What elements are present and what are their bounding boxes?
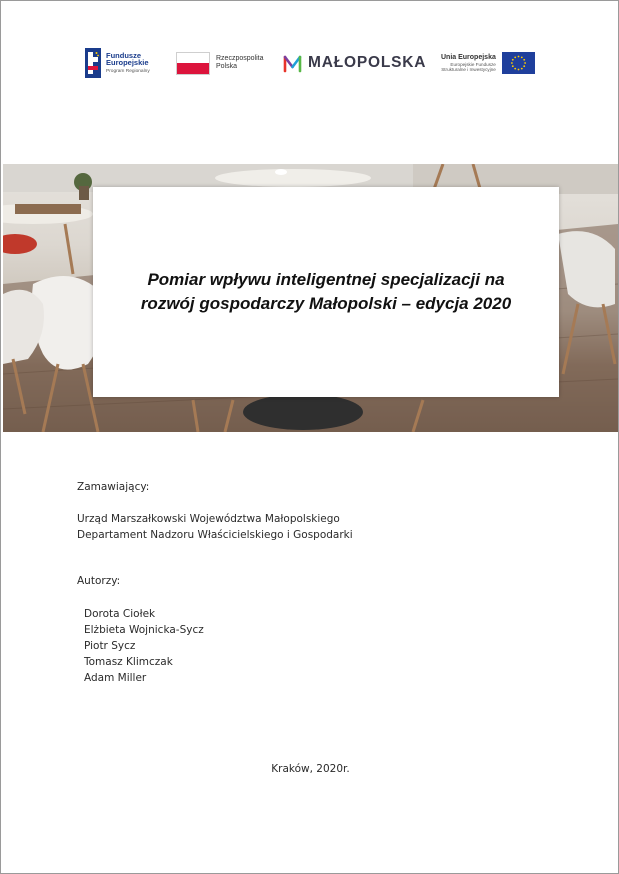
fundusze-europejskie-icon [85,48,101,78]
unia-line3: Strukturalne i Inwestycyjne [441,66,496,72]
title-line-2: rozwój gospodarczy Małopolski – edycja 2020 [140,294,512,313]
malopolska-logo [283,41,426,85]
fundusze-line3: Program Regionalny [106,69,150,75]
fundusze-europejskie-logo [85,41,150,85]
polish-flag-icon [176,52,210,75]
eu-flag-icon [502,52,535,74]
rzeczpospolita-line2: Polska [216,63,238,70]
author-name: Piotr Sycz [84,640,136,652]
author-name: Adam Miller [84,672,147,684]
client-line-1: Urząd Marszałkowski Województwa Małopolskiego [77,513,340,525]
unia-europejska-logo [441,41,535,85]
client-label: Zamawiający: [77,481,150,493]
malopolska-text: MAŁOPOLSKA [308,54,427,71]
rzeczpospolita-polska-logo [176,41,263,85]
fundusze-line1: Fundusze [106,50,141,60]
logo-strip [1,41,619,85]
author-name: Tomasz Klimczak [84,656,173,668]
document-title [141,268,511,316]
authors-label: Autorzy: [77,575,121,587]
unia-line1: Unia Europejska [441,54,496,62]
title-line-1: Pomiar wpływu inteligentnej specjalizacji na [147,270,505,289]
title-card [93,187,559,397]
cover-photo-band [3,164,618,432]
author-name: Dorota Ciołek [84,608,156,620]
unia-line2: Europejskie Fundusze [450,61,496,67]
fundusze-line2: Europejskie [106,58,149,68]
author-name: Elżbieta Wojnicka-Sycz [84,624,204,636]
authors-list [84,607,204,687]
place-and-date: Kraków, 2020r. [271,763,350,775]
client-line-2: Departament Nadzoru Właścicielskiego i Gospodarki [77,529,353,541]
malopolska-m-icon [283,54,302,73]
rzeczpospolita-line1: Rzeczpospolita [216,55,264,63]
